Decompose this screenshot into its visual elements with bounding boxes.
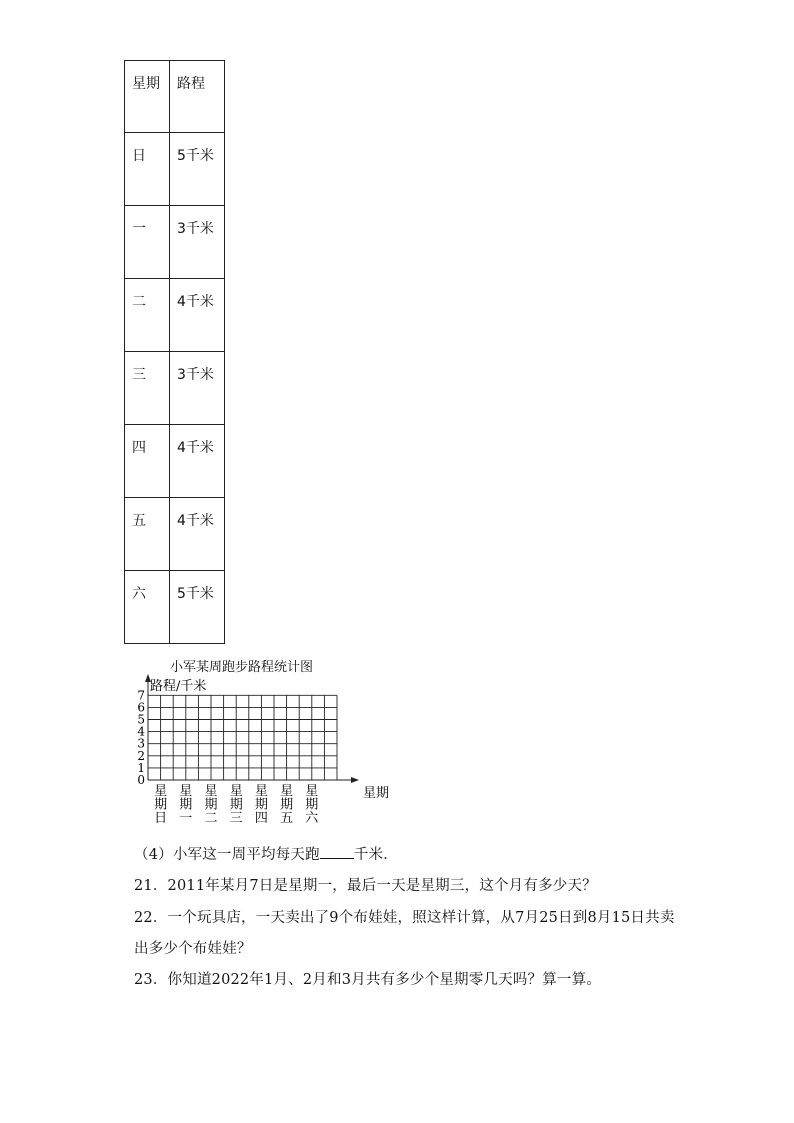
- chart-title: 小军某周跑步路程统计图: [170, 660, 314, 675]
- x-tick-label: 期: [254, 797, 268, 813]
- cell-distance: 3千米: [170, 352, 225, 425]
- table-row: [125, 498, 225, 571]
- x-tick-label: 星: [179, 784, 193, 799]
- cell-distance: 5千米: [170, 133, 225, 206]
- x-tick-label: 三: [229, 811, 243, 826]
- x-tick-label: 期: [204, 797, 218, 813]
- cell-distance: 4千米: [170, 498, 225, 571]
- y-tick-label: 4: [137, 724, 145, 739]
- y-tick-label: 2: [137, 748, 145, 763]
- table-row: [125, 571, 225, 644]
- y-tick-label: 1: [137, 760, 145, 775]
- y-tick-label: 6: [137, 700, 145, 715]
- cell-weekday: 五: [125, 498, 170, 571]
- x-tick-label: 五: [280, 811, 294, 826]
- question-4-text-before: （4）小军这一周平均每天跑: [134, 847, 320, 863]
- question-4-text-after: 千米．: [353, 847, 398, 863]
- cell-distance: 4千米: [170, 279, 225, 352]
- cell-weekday: 一: [125, 206, 170, 279]
- y-axis-label: 路程/千米: [150, 679, 207, 694]
- x-tick-label: 期: [229, 797, 243, 813]
- y-tick-label: 3: [137, 736, 145, 751]
- y-tick-label: 7: [137, 688, 145, 703]
- x-tick-label: 星: [254, 784, 268, 799]
- x-tick-label: 星: [154, 784, 168, 799]
- header-distance: 路程: [170, 61, 225, 133]
- x-tick-label: 四: [254, 811, 268, 826]
- x-tick-label: 六: [305, 811, 319, 826]
- cell-distance: 4千米: [170, 425, 225, 498]
- y-tick-label: 5: [137, 712, 145, 727]
- table-row: [125, 425, 225, 498]
- x-tick-label: 期: [280, 797, 294, 813]
- x-tick-label: 星: [305, 784, 319, 799]
- table-header-row: [125, 61, 225, 133]
- running-distance-chart: [120, 670, 390, 835]
- table-row: [125, 206, 225, 279]
- question-4: [134, 843, 398, 864]
- x-tick-label: 一: [179, 811, 193, 826]
- x-tick-label: 星: [280, 784, 294, 799]
- x-tick-label: 星: [204, 784, 218, 799]
- y-tick-label: 0: [137, 773, 145, 787]
- x-tick-label: 期: [305, 797, 319, 813]
- cell-weekday: 日: [125, 133, 170, 206]
- x-tick-label: 期: [154, 797, 168, 813]
- question-22-line1: 22．一个玩具店，一天卖出了9个布娃娃，照这样计算，从7月25日到8月15日共卖: [134, 910, 675, 926]
- table-row: [125, 352, 225, 425]
- distance-table: [124, 60, 225, 644]
- header-weekday: 星期: [125, 61, 170, 133]
- cell-weekday: 二: [125, 279, 170, 352]
- answer-blank[interactable]: [320, 844, 354, 859]
- cell-distance: 5千米: [170, 571, 225, 644]
- question-21: 21．2011年某月7日是星期一，最后一天是星期三，这个月有多少天？: [134, 878, 597, 894]
- table-row: [125, 133, 225, 206]
- x-tick-label: 二: [204, 811, 218, 826]
- table-row: [125, 279, 225, 352]
- question-23: 23．你知道2022年1月、2月和3月共有多少个星期零几天吗？算一算。: [134, 972, 602, 988]
- x-axis-label: 星期: [363, 786, 390, 801]
- cell-weekday: 三: [125, 352, 170, 425]
- x-tick-label: 期: [179, 797, 193, 813]
- x-tick-label: 星: [229, 784, 243, 799]
- cell-distance: 3千米: [170, 206, 225, 279]
- question-22-line2: 出多少个布娃娃？: [134, 941, 252, 957]
- x-axis-arrow: [351, 777, 359, 783]
- cell-weekday: 四: [125, 425, 170, 498]
- cell-weekday: 六: [125, 571, 170, 644]
- x-tick-label: 日: [154, 811, 168, 826]
